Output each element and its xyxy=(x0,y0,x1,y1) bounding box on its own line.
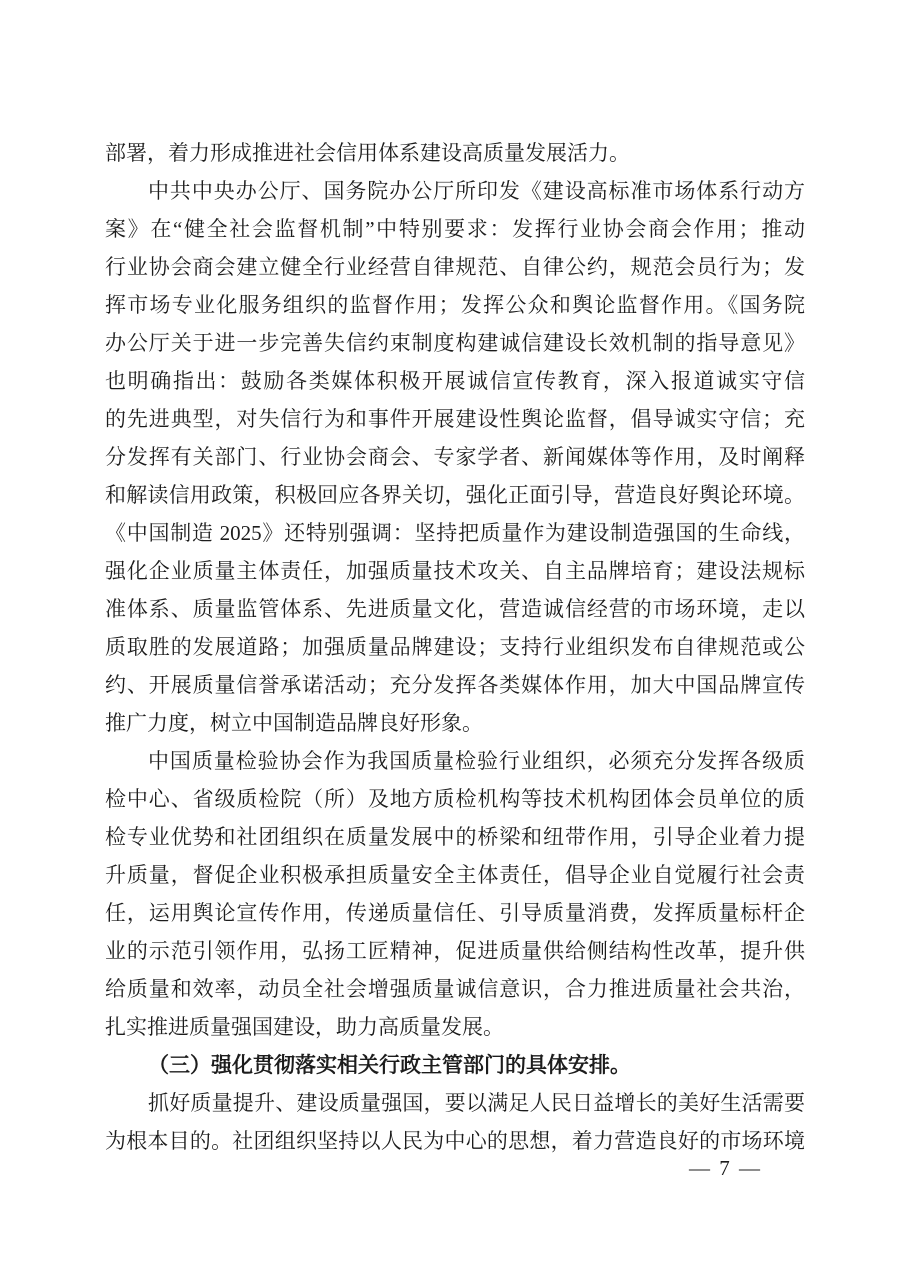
text-line: 推广力度，树立中国制造品牌良好形象。 xyxy=(105,711,483,735)
text-line: 分发挥有关部门、行业协会商会、专家学者、新闻媒体等作用，及时阐释 xyxy=(105,445,805,469)
text-line: 给质量和效率，动员全社会增强质量诚信意识，合力推进质量社会共治， xyxy=(105,977,805,1001)
text-line: 案》在“健全社会监督机制”中特别要求：发挥行业协会商会作用；推动 xyxy=(105,217,805,241)
document-body xyxy=(105,134,805,1160)
text-line: 挥市场专业化服务组织的监督作用；发挥公众和舆论监督作用。《国务院 xyxy=(105,293,805,317)
text-line: 中国质量检验协会作为我国质量检验行业组织，必须充分发挥各级质 xyxy=(148,749,805,773)
text-line: 任，运用舆论宣传作用，传递质量信任、引导质量消费，发挥质量标杆企 xyxy=(105,901,805,925)
text-line: 检专业优势和社团组织在质量发展中的桥梁和纽带作用，引导企业着力提 xyxy=(105,825,805,849)
text-line: 为根本目的。社团组织坚持以人民为中心的思想，着力营造良好的市场环境 xyxy=(105,1129,805,1153)
text-line: 强化企业质量主体责任，加强质量技术攻关、自主品牌培育；建设法规标 xyxy=(105,559,805,583)
text-line: 扎实推进质量强国建设，助力高质量发展。 xyxy=(105,1015,504,1039)
page-number: — 7 — xyxy=(689,1156,762,1180)
text-line: 行业协会商会建立健全行业经营自律规范、自律公约，规范会员行为；发 xyxy=(105,255,805,279)
text-line: 办公厅关于进一步完善失信约束制度构建诚信建设长效机制的指导意见》 xyxy=(105,331,805,355)
text-line: 准体系、质量监管体系、先进质量文化，营造诚信经营的市场环境，走以 xyxy=(105,597,805,621)
text-line: 中共中央办公厅、国务院办公厅所印发《建设高标准市场体系行动方 xyxy=(148,179,805,203)
text-line: 业的示范引领作用，弘扬工匠精神，促进质量供给侧结构性改革，提升供 xyxy=(105,939,805,963)
text-line: 抓好质量提升、建设质量强国，要以满足人民日益增长的美好生活需要 xyxy=(148,1091,805,1115)
section-heading: （三）强化贯彻落实相关行政主管部门的具体安排。 xyxy=(148,1053,631,1077)
text-line: 约、开展质量信誉承诺活动；充分发挥各类媒体作用，加大中国品牌宣传 xyxy=(105,673,805,697)
text-line: 质取胜的发展道路；加强质量品牌建设；支持行业组织发布自律规范或公 xyxy=(105,635,805,659)
text-line: 部署，着力形成推进社会信用体系建设高质量发展活力。 xyxy=(105,141,630,165)
text-line: 和解读信用政策，积极回应各界关切，强化正面引导，营造良好舆论环境。 xyxy=(105,483,805,507)
text-line: 升质量，督促企业积极承担质量安全主体责任，倡导企业自觉履行社会责 xyxy=(105,863,805,887)
text-line: 的先进典型，对失信行为和事件开展建设性舆论监督，倡导诚实守信；充 xyxy=(105,407,805,431)
text-line: 《中国制造 2025》还特别强调：坚持把质量作为建设制造强国的生命线， xyxy=(105,521,805,545)
text-line: 也明确指出：鼓励各类媒体积极开展诚信宣传教育，深入报道诚实守信 xyxy=(105,369,805,393)
text-line: 检中心、省级质检院（所）及地方质检机构等技术机构团体会员单位的质 xyxy=(105,787,805,811)
